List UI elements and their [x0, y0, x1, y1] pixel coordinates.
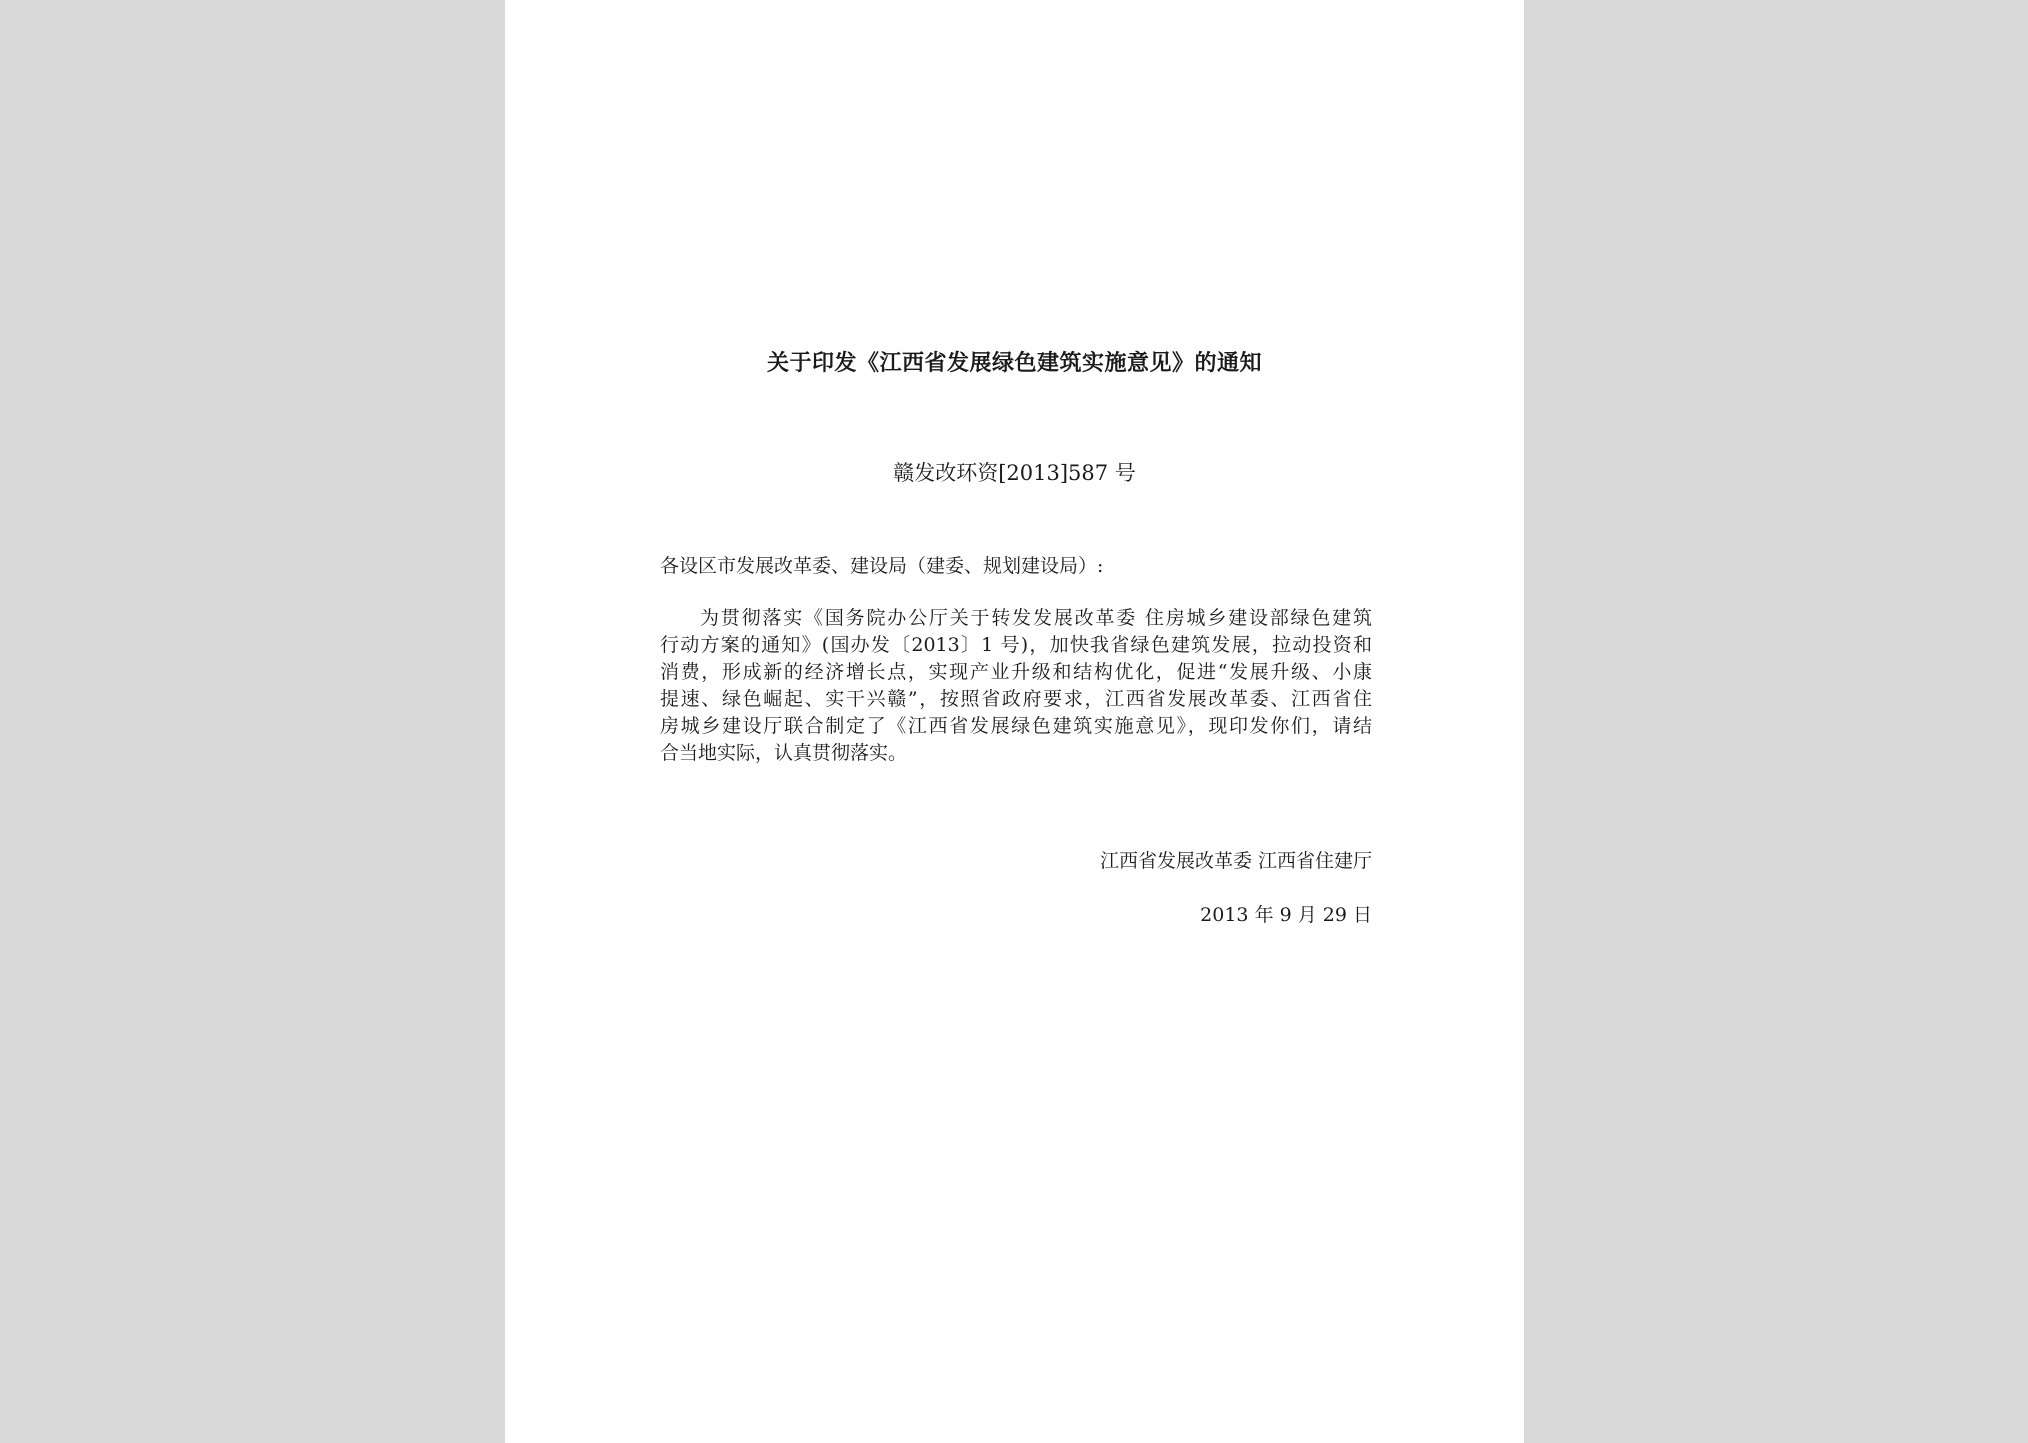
- body-line: 消费，形成新的经济增长点，实现产业升级和结构优化，促进“发展升级、小康: [660, 661, 1372, 683]
- body-line: 合当地实际，认真贯彻落实。: [660, 742, 908, 764]
- document-title: 关于印发《江西省发展绿色建筑实施意见》的通知: [766, 351, 1262, 376]
- body-line: 行动方案的通知》(国办发〔2013〕1 号)，加快我省绿色建筑发展，拉动投资和: [660, 634, 1372, 656]
- document-number: 赣发改环资[2013]587 号: [893, 461, 1136, 485]
- document-page: [505, 0, 1524, 1443]
- body-line: 提速、绿色崛起、实干兴赣”，按照省政府要求，江西省发展改革委、江西省住: [660, 688, 1372, 710]
- body-line: 为贯彻落实《国务院办公厅关于转发发展改革委 住房城乡建设部绿色建筑: [700, 607, 1372, 629]
- recipients-line: 各设区市发展改革委、建设局（建委、规划建设局）:: [660, 555, 1104, 577]
- body-paragraph: [660, 605, 1372, 767]
- body-line: 房城乡建设厅联合制定了《江西省发展绿色建筑实施意见》，现印发你们，请结: [660, 715, 1372, 737]
- issuer-signature: 江西省发展改革委 江西省住建厅: [1099, 850, 1372, 872]
- issue-date: 2013 年 9 月 29 日: [1200, 904, 1372, 926]
